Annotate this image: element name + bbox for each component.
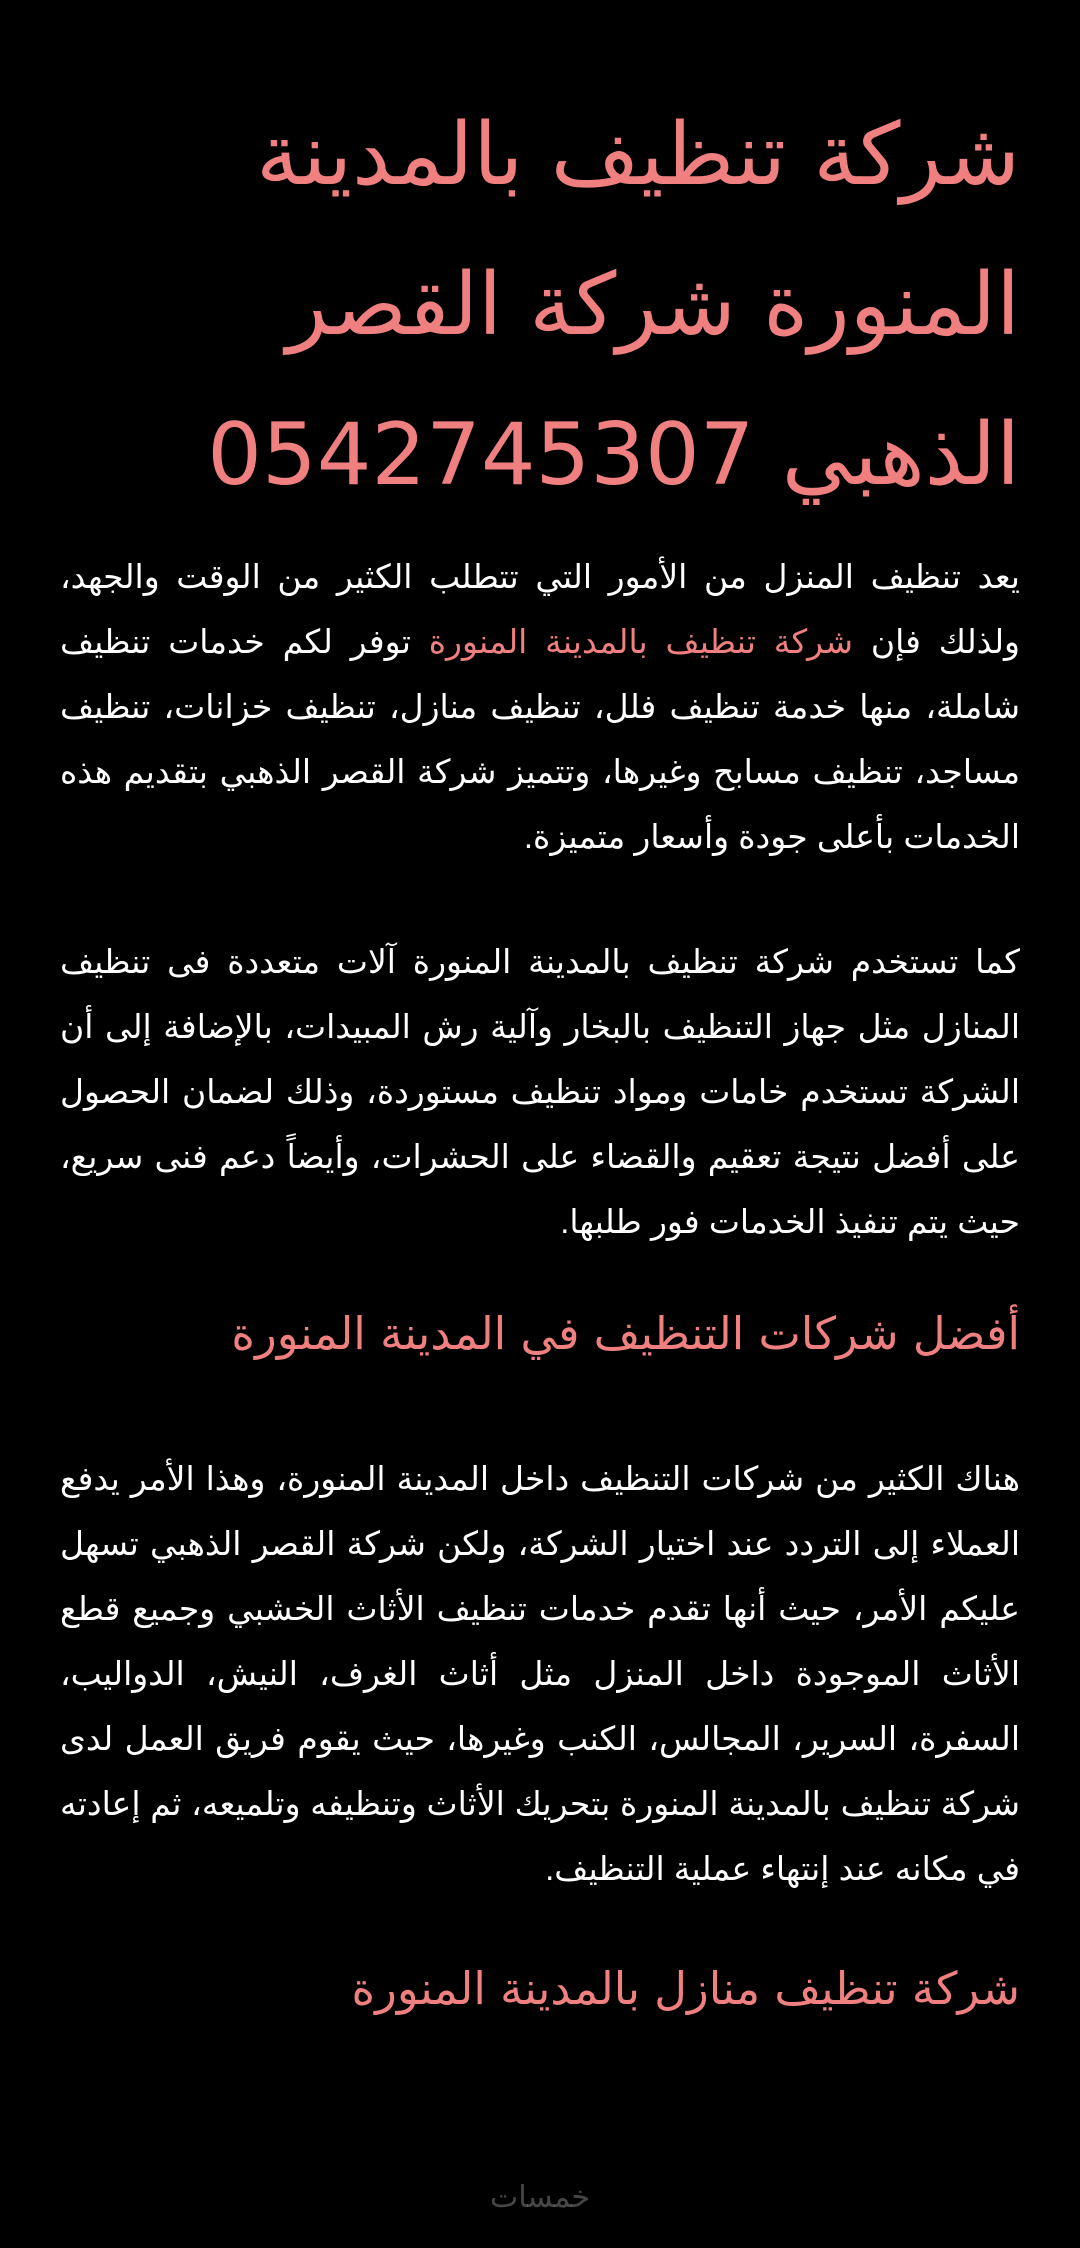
section-heading-home-cleaning: شركة تنظيف منازل بالمدينة المنورة — [351, 1962, 1020, 2015]
intro-text-end: توفر لكم خدمات تنظيف شاملة، منها خدمة تنظيف فلل، تنظيف منازل، تنظيف خزانات، تنظيف مساجد، تنظيف مسابح وغيرها، وتتميز شركة القصر الذهبي بتقديم هذه الخدمات بأعلى جودة وأسعار متميزة. — [60, 623, 1020, 855]
section-heading-best-companies: أفضل شركات التنظيف في المدينة المنورة — [231, 1307, 1020, 1360]
highlighted-link[interactable]: شركة تنظيف بالمدينة المنورة — [428, 623, 854, 660]
intro-text-start: يعد تنظيف المنزل من الأمور التي تتطلب الكثير من الوقت والجهد، ولذلك فإن — [60, 558, 1020, 660]
furniture-paragraph: هناك الكثير من شركات التنظيف داخل المدينة المنورة، وهذا الأمر يدفع العملاء إلى التردد عند اختيار الشركة، ولكن شركة القصر الذهبي تسهل عليكم الأمر، حيث أنها تقدم خدمات تنظيف الأثاث الخشبي وجميع قطع الأثاث الموجودة داخل المنزل مثل أثاث الغرف، النيش، الدواليب، السفرة، السرير، المجالس، الكنب وغيرها، حيث يقوم فريق العمل لدى شركة تنظيف بالمدينة المنورة بتحريك الأثاث وتنظيفه وتلميعه، ثم إعادته في مكانه عند إنتهاء عملية التنظيف. — [60, 1460, 1020, 1887]
intro-paragraph — [60, 544, 1020, 869]
equipment-paragraph: كما تستخدم شركة تنظيف بالمدينة المنورة آلات متعددة فى تنظيف المنازل مثل جهاز التنظيف بالبخار وآلية رش المبيدات، بالإضافة إلى أن الشركة تستخدم خامات ومواد تنظيف مستوردة، وذلك لضمان الحصول على أفضل نتيجة تعقيم والقضاء على الحشرات، وأيضاً دعم فنى سريع، حيث يتم تنفيذ الخدمات فور طلبها. — [60, 943, 1020, 1240]
watermark-logo: خمسات — [489, 2180, 591, 2215]
article-title: شركة تنظيف بالمدينة المنورة شركة القصر الذهبي 0542745307 — [207, 105, 1020, 505]
